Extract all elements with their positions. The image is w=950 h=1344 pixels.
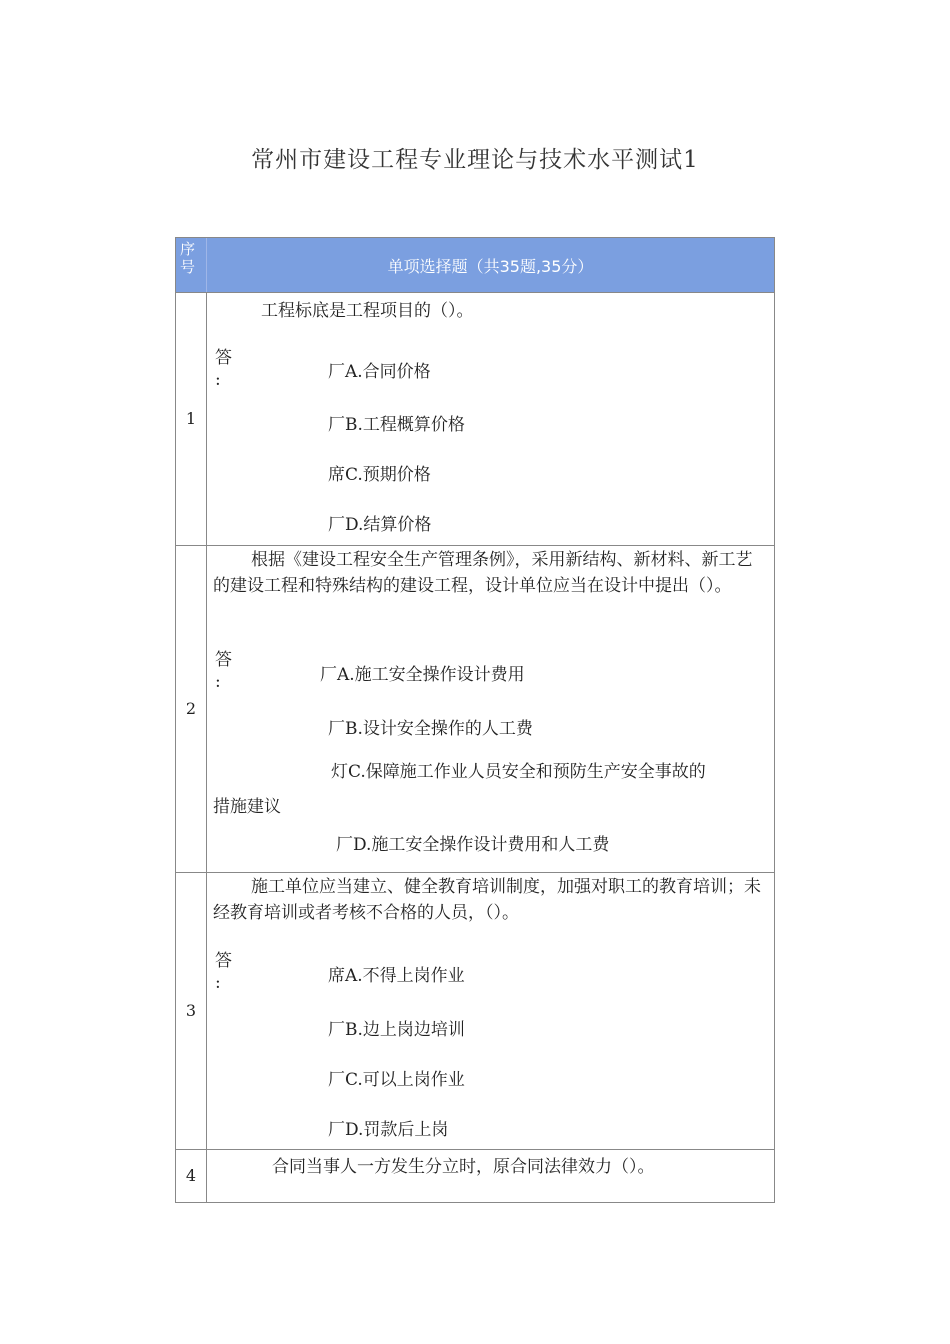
option-d[interactable]: 厂D.结算价格 xyxy=(328,515,432,535)
question-stem: 合同当事人一方发生分立时，原合同法律效力（）。 xyxy=(272,1157,655,1177)
option-b[interactable]: 厂B.设计安全操作的人工费 xyxy=(328,719,533,739)
option-c-continuation: 措施建议 xyxy=(213,797,281,817)
table-header xyxy=(176,238,774,293)
option-a[interactable]: 厂A.施工安全操作设计费用 xyxy=(320,665,525,685)
question-number: 4 xyxy=(176,1149,207,1202)
answer-label: 答 : xyxy=(215,650,232,692)
question-stem: 根据《建设工程安全生产管理条例》，采用新结构、新材料、新工艺的建设工程和特殊结构的建设工程，设计单位应当在设计中提出（）。 xyxy=(213,550,753,596)
question-row-4 xyxy=(176,1149,774,1202)
question-number: 1 xyxy=(176,292,207,545)
question-stem: 施工单位应当建立、健全教育培训制度，加强对职工的教育培训；未经教育培训或者考核不合格的人员，（）。 xyxy=(213,877,761,923)
question-row-3 xyxy=(176,872,774,1150)
page-title: 常州市建设工程专业理论与技术水平测试1 xyxy=(251,147,699,173)
question-row-2 xyxy=(176,545,774,873)
option-c[interactable]: 席C.预期价格 xyxy=(328,465,431,485)
answer-label: 答 : xyxy=(215,348,232,390)
question-number: 3 xyxy=(176,872,207,1149)
option-a[interactable]: 席A.不得上岗作业 xyxy=(328,966,465,986)
option-d[interactable]: 厂D.施工安全操作设计费用和人工费 xyxy=(336,835,610,855)
option-c[interactable]: 厂C.可以上岗作业 xyxy=(328,1070,465,1090)
question-stem: 工程标底是工程项目的（）。 xyxy=(261,301,474,321)
option-d[interactable]: 厂D.罚款后上岗 xyxy=(328,1120,449,1140)
section-header: 单项选择题（共35题,35分） xyxy=(387,257,594,276)
answer-label: 答 : xyxy=(215,951,232,993)
question-table xyxy=(175,237,775,1203)
question-row-1 xyxy=(176,292,774,546)
option-b[interactable]: 厂B.工程概算价格 xyxy=(328,415,465,435)
question-number: 2 xyxy=(176,545,207,872)
option-a[interactable]: 厂A.合同价格 xyxy=(328,362,431,382)
index-header: 序号 xyxy=(180,240,196,276)
option-c[interactable]: 灯C.保障施工作业人员安全和预防生产安全事故的 xyxy=(331,762,706,782)
option-b[interactable]: 厂B.边上岗边培训 xyxy=(328,1020,465,1040)
